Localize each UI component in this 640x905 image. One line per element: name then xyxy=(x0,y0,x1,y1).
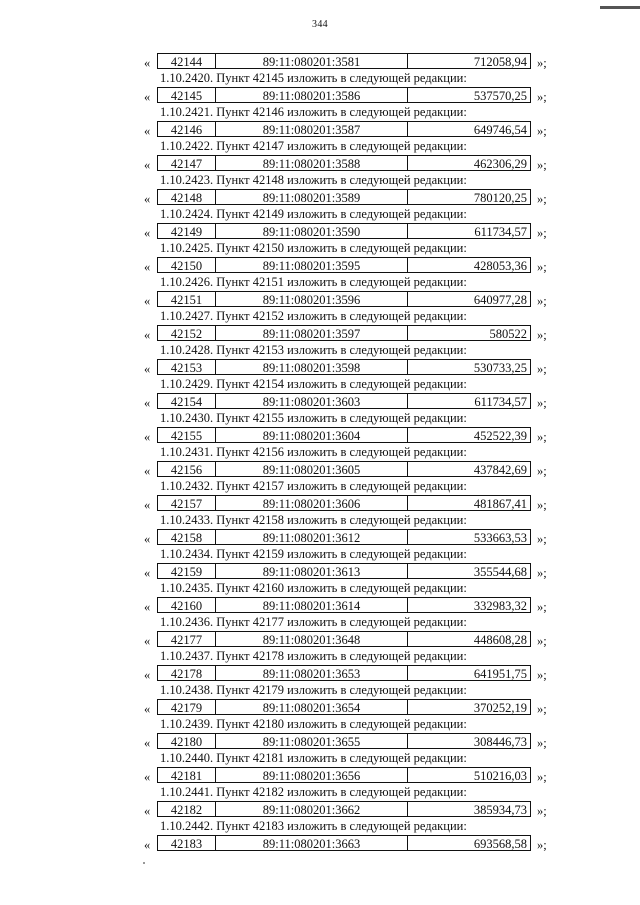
document-body xyxy=(0,53,640,852)
quote-open: « xyxy=(144,634,151,648)
record-value: 437842,69 xyxy=(473,463,527,477)
record-line xyxy=(0,393,640,410)
record-id: 42160 xyxy=(158,598,216,612)
record-value: 537570,25 xyxy=(473,89,527,103)
record-id: 42147 xyxy=(158,156,216,170)
instruction-line: 1.10.2425. Пункт 42150 изложить в следующей редакции: xyxy=(160,241,467,255)
quote-close: »; xyxy=(537,532,547,546)
quote-open: « xyxy=(144,192,151,206)
instruction-line: 1.10.2434. Пункт 42159 изложить в следующей редакции: xyxy=(160,547,467,561)
record-table-row xyxy=(157,733,531,749)
record-value: 452522,39 xyxy=(473,429,527,443)
record-id: 42144 xyxy=(158,54,216,68)
quote-close: »; xyxy=(537,634,547,648)
record-line xyxy=(0,801,640,818)
quote-open: « xyxy=(144,430,151,444)
record-id: 42151 xyxy=(158,292,216,306)
record-line xyxy=(0,427,640,444)
record-value: 640977,28 xyxy=(473,293,527,307)
quote-open: « xyxy=(144,668,151,682)
instruction-line: 1.10.2421. Пункт 42146 изложить в следующей редакции: xyxy=(160,105,467,119)
quote-close: »; xyxy=(537,226,547,240)
record-value: 370252,19 xyxy=(473,701,527,715)
instruction-line: 1.10.2428. Пункт 42153 изложить в следующей редакции: xyxy=(160,343,467,357)
record-line xyxy=(0,767,640,784)
record-value: 385934,73 xyxy=(473,803,527,817)
instruction-line: 1.10.2436. Пункт 42177 изложить в следующей редакции: xyxy=(160,615,467,629)
quote-close: »; xyxy=(537,600,547,614)
quote-open: « xyxy=(144,464,151,478)
quote-close: »; xyxy=(537,770,547,784)
quote-close: »; xyxy=(537,566,547,580)
record-line xyxy=(0,529,640,546)
record-table-row xyxy=(157,529,531,545)
record-value: 649746,54 xyxy=(473,123,527,137)
record-id: 42149 xyxy=(158,224,216,238)
record-line xyxy=(0,597,640,614)
record-line xyxy=(0,325,640,342)
record-table-row xyxy=(157,495,531,511)
record-value: 530733,25 xyxy=(473,361,527,375)
quote-open: « xyxy=(144,56,151,70)
record-line xyxy=(0,495,640,512)
instruction-line: 1.10.2440. Пункт 42181 изложить в следующей редакции: xyxy=(160,751,467,765)
record-cadastral-number: 89:11:080201:3648 xyxy=(216,632,408,646)
quote-close: »; xyxy=(537,430,547,444)
quote-close: »; xyxy=(537,396,547,410)
instruction-line: 1.10.2439. Пункт 42180 изложить в следующей редакции: xyxy=(160,717,467,731)
quote-open: « xyxy=(144,702,151,716)
record-table-row xyxy=(157,291,531,307)
record-table-row xyxy=(157,563,531,579)
record-id: 42155 xyxy=(158,428,216,442)
instruction-line: 1.10.2432. Пункт 42157 изложить в следующей редакции: xyxy=(160,479,467,493)
record-line xyxy=(0,835,640,852)
record-id: 42181 xyxy=(158,768,216,782)
record-line xyxy=(0,563,640,580)
record-line xyxy=(0,291,640,308)
record-id: 42178 xyxy=(158,666,216,680)
record-line xyxy=(0,733,640,750)
instruction-line: 1.10.2438. Пункт 42179 изложить в следующей редакции: xyxy=(160,683,467,697)
quote-open: « xyxy=(144,566,151,580)
quote-open: « xyxy=(144,90,151,104)
record-cadastral-number: 89:11:080201:3653 xyxy=(216,666,408,680)
record-line xyxy=(0,257,640,274)
quote-open: « xyxy=(144,124,151,138)
record-value: 580522 xyxy=(489,327,527,341)
scan-edge-mark xyxy=(600,6,640,9)
record-cadastral-number: 89:11:080201:3588 xyxy=(216,156,408,170)
record-line xyxy=(0,461,640,478)
record-value: 611734,57 xyxy=(474,225,527,239)
record-cadastral-number: 89:11:080201:3662 xyxy=(216,802,408,816)
record-value: 332983,32 xyxy=(473,599,527,613)
record-line xyxy=(0,121,640,138)
quote-close: »; xyxy=(537,158,547,172)
instruction-line: 1.10.2437. Пункт 42178 изложить в следующей редакции: xyxy=(160,649,467,663)
record-value: 481867,41 xyxy=(473,497,527,511)
record-cadastral-number: 89:11:080201:3604 xyxy=(216,428,408,442)
record-id: 42153 xyxy=(158,360,216,374)
instruction-line: 1.10.2429. Пункт 42154 изложить в следующей редакции: xyxy=(160,377,467,391)
record-table-row xyxy=(157,223,531,239)
quote-close: »; xyxy=(537,498,547,512)
record-cadastral-number: 89:11:080201:3614 xyxy=(216,598,408,612)
record-id: 42154 xyxy=(158,394,216,408)
record-cadastral-number: 89:11:080201:3656 xyxy=(216,768,408,782)
record-value: 611734,57 xyxy=(474,395,527,409)
instruction-line: 1.10.2441. Пункт 42182 изложить в следующей редакции: xyxy=(160,785,467,799)
record-line xyxy=(0,53,640,70)
quote-open: « xyxy=(144,532,151,546)
quote-open: « xyxy=(144,158,151,172)
record-value: 448608,28 xyxy=(473,633,527,647)
record-cadastral-number: 89:11:080201:3663 xyxy=(216,836,408,850)
record-cadastral-number: 89:11:080201:3595 xyxy=(216,258,408,272)
record-value: 693568,58 xyxy=(473,837,527,851)
quote-open: « xyxy=(144,804,151,818)
quote-open: « xyxy=(144,770,151,784)
record-cadastral-number: 89:11:080201:3605 xyxy=(216,462,408,476)
record-line xyxy=(0,665,640,682)
quote-open: « xyxy=(144,838,151,852)
quote-open: « xyxy=(144,498,151,512)
record-value: 355544,68 xyxy=(473,565,527,579)
record-id: 42158 xyxy=(158,530,216,544)
record-value: 308446,73 xyxy=(473,735,527,749)
record-table-row xyxy=(157,393,531,409)
quote-close: »; xyxy=(537,838,547,852)
quote-close: »; xyxy=(537,464,547,478)
record-table-row xyxy=(157,155,531,171)
record-table-row xyxy=(157,53,531,69)
record-id: 42157 xyxy=(158,496,216,510)
instruction-line: 1.10.2424. Пункт 42149 изложить в следующей редакции: xyxy=(160,207,467,221)
record-id: 42150 xyxy=(158,258,216,272)
quote-close: »; xyxy=(537,736,547,750)
record-table-row xyxy=(157,461,531,477)
quote-close: »; xyxy=(537,294,547,308)
record-id: 42159 xyxy=(158,564,216,578)
record-cadastral-number: 89:11:080201:3606 xyxy=(216,496,408,510)
record-id: 42180 xyxy=(158,734,216,748)
record-id: 42146 xyxy=(158,122,216,136)
quote-close: »; xyxy=(537,362,547,376)
page-number: 344 xyxy=(312,19,328,30)
record-cadastral-number: 89:11:080201:3581 xyxy=(216,54,408,68)
record-cadastral-number: 89:11:080201:3612 xyxy=(216,530,408,544)
record-value: 533663,53 xyxy=(473,531,527,545)
record-cadastral-number: 89:11:080201:3586 xyxy=(216,88,408,102)
quote-open: « xyxy=(144,396,151,410)
instruction-line: 1.10.2423. Пункт 42148 изложить в следующей редакции: xyxy=(160,173,467,187)
record-id: 42183 xyxy=(158,836,216,850)
record-line xyxy=(0,359,640,376)
instruction-line: 1.10.2422. Пункт 42147 изложить в следующей редакции: xyxy=(160,139,467,153)
quote-open: « xyxy=(144,294,151,308)
record-cadastral-number: 89:11:080201:3598 xyxy=(216,360,408,374)
record-cadastral-number: 89:11:080201:3589 xyxy=(216,190,408,204)
instruction-line: 1.10.2427. Пункт 42152 изложить в следующей редакции: xyxy=(160,309,467,323)
record-id: 42156 xyxy=(158,462,216,476)
record-line xyxy=(0,631,640,648)
record-id: 42152 xyxy=(158,326,216,340)
record-table-row xyxy=(157,835,531,851)
instruction-line: 1.10.2431. Пункт 42156 изложить в следующей редакции: xyxy=(160,445,467,459)
record-id: 42179 xyxy=(158,700,216,714)
quote-open: « xyxy=(144,328,151,342)
record-table-row xyxy=(157,87,531,103)
quote-close: »; xyxy=(537,124,547,138)
record-table-row xyxy=(157,665,531,681)
record-cadastral-number: 89:11:080201:3654 xyxy=(216,700,408,714)
instruction-line: 1.10.2435. Пункт 42160 изложить в следующей редакции: xyxy=(160,581,467,595)
record-table-row xyxy=(157,325,531,341)
quote-open: « xyxy=(144,362,151,376)
quote-close: »; xyxy=(537,260,547,274)
instruction-line: 1.10.2442. Пункт 42183 изложить в следующей редакции: xyxy=(160,819,467,833)
quote-close: »; xyxy=(537,90,547,104)
record-id: 42182 xyxy=(158,802,216,816)
record-value: 428053,36 xyxy=(473,259,527,273)
record-table-row xyxy=(157,121,531,137)
quote-close: »; xyxy=(537,328,547,342)
record-table-row xyxy=(157,801,531,817)
record-table-row xyxy=(157,257,531,273)
record-id: 42145 xyxy=(158,88,216,102)
record-value: 712058,94 xyxy=(473,55,527,69)
record-table-row xyxy=(157,189,531,205)
record-line xyxy=(0,223,640,240)
record-table-row xyxy=(157,767,531,783)
record-cadastral-number: 89:11:080201:3613 xyxy=(216,564,408,578)
record-table-row xyxy=(157,631,531,647)
instruction-line: 1.10.2420. Пункт 42145 изложить в следующей редакции: xyxy=(160,71,467,85)
record-cadastral-number: 89:11:080201:3590 xyxy=(216,224,408,238)
record-cadastral-number: 89:11:080201:3587 xyxy=(216,122,408,136)
quote-close: »; xyxy=(537,192,547,206)
instruction-line: 1.10.2430. Пункт 42155 изложить в следующей редакции: xyxy=(160,411,467,425)
quote-open: « xyxy=(144,600,151,614)
record-line xyxy=(0,87,640,104)
record-table-row xyxy=(157,427,531,443)
record-value: 462306,29 xyxy=(473,157,527,171)
record-value: 641951,75 xyxy=(473,667,527,681)
record-line xyxy=(0,699,640,716)
record-line xyxy=(0,155,640,172)
entries-list xyxy=(0,70,640,852)
record-line xyxy=(0,189,640,206)
record-value: 510216,03 xyxy=(473,769,527,783)
record-value: 780120,25 xyxy=(473,191,527,205)
instruction-line: 1.10.2426. Пункт 42151 изложить в следующей редакции: xyxy=(160,275,467,289)
quote-close: »; xyxy=(537,804,547,818)
quote-open: « xyxy=(144,226,151,240)
margin-speck xyxy=(143,862,145,864)
record-table-row xyxy=(157,359,531,375)
record-cadastral-number: 89:11:080201:3603 xyxy=(216,394,408,408)
record-id: 42148 xyxy=(158,190,216,204)
record-table-row xyxy=(157,597,531,613)
record-cadastral-number: 89:11:080201:3597 xyxy=(216,326,408,340)
quote-open: « xyxy=(144,736,151,750)
instruction-line: 1.10.2433. Пункт 42158 изложить в следующей редакции: xyxy=(160,513,467,527)
record-table-row xyxy=(157,699,531,715)
quote-close: »; xyxy=(537,702,547,716)
quote-close: »; xyxy=(537,668,547,682)
record-cadastral-number: 89:11:080201:3596 xyxy=(216,292,408,306)
record-cadastral-number: 89:11:080201:3655 xyxy=(216,734,408,748)
quote-close: »; xyxy=(537,56,547,70)
quote-open: « xyxy=(144,260,151,274)
record-id: 42177 xyxy=(158,632,216,646)
